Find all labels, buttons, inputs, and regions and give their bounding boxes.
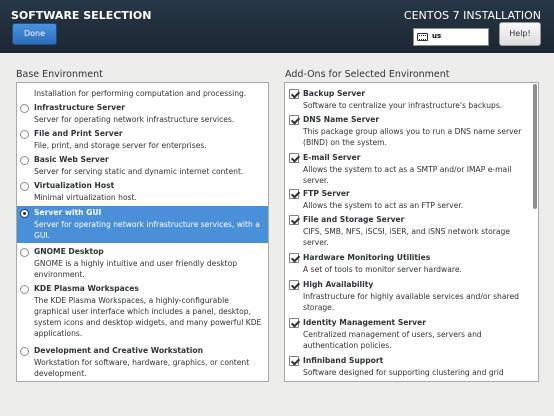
env-desc: GNOME is a highly intuitive and user friendly desktop environment.	[34, 259, 238, 279]
installer-title: CENTOS 7 INSTALLATION	[403, 9, 541, 22]
env-item-file-and-print-server[interactable]	[17, 127, 268, 153]
radio-button[interactable]	[20, 285, 29, 294]
env-name: KDE Plasma Workspaces	[34, 284, 139, 293]
env-name: Development and Creative Workstation	[34, 346, 203, 355]
env-name: GNOME Desktop	[34, 247, 104, 256]
done-button[interactable]: Done	[12, 23, 57, 45]
env-item-gnome-desktop[interactable]	[17, 245, 268, 282]
addon-desc: A set of tools to monitor server hardware.	[303, 265, 462, 274]
addon-infiniband-support[interactable]	[285, 354, 538, 382]
addon-hardware-monitoring-utilities[interactable]	[285, 251, 538, 278]
addon-name: Backup Server	[303, 89, 366, 98]
checkbox[interactable]	[289, 89, 299, 99]
addons-scrollbar[interactable]	[533, 84, 537, 209]
radio-button[interactable]	[20, 248, 29, 257]
addon-desc: CIFS, SMB, NFS, iSCSI, iSER, and iSNS network storage server.	[303, 227, 510, 247]
env-name: Virtualization Host	[34, 181, 115, 190]
keyboard-layout-indicator[interactable]	[413, 28, 489, 46]
addon-name: Infiniband Support	[303, 356, 384, 365]
addon-name: Identity Management Server	[303, 318, 427, 327]
addons-heading: Add-Ons for Selected Environment	[285, 69, 450, 80]
env-desc: File, print, and storage server for enterprises.	[34, 141, 207, 150]
env-item-basic-web-server[interactable]	[17, 153, 268, 179]
env-desc: Minimal virtualization host.	[34, 193, 137, 202]
addon-high-availability[interactable]	[285, 278, 538, 316]
addon-ftp-server[interactable]	[285, 187, 538, 213]
partial-item-desc: Installation for performing computation and processing.	[34, 89, 247, 98]
addons-list[interactable]	[284, 82, 539, 382]
base-environment-heading: Base Environment	[16, 69, 103, 80]
checkbox[interactable]	[289, 318, 299, 328]
keyboard-icon	[417, 33, 428, 41]
checkbox[interactable]	[289, 115, 299, 125]
env-name: Infrastructure Server	[34, 103, 125, 112]
addon-name: DNS Name Server	[303, 115, 380, 124]
base-environment-list[interactable]	[16, 82, 269, 382]
header-bar	[0, 0, 554, 53]
addon-desc: Software designed for supporting clustering and grid	[303, 368, 504, 377]
addon-desc: This package group allows you to run a DNS name server (BIND) on the system.	[303, 127, 522, 147]
checkbox[interactable]	[289, 153, 299, 163]
addon-email-server[interactable]	[285, 151, 538, 187]
radio-button[interactable]	[20, 130, 29, 139]
env-desc: Server for serving static and dynamic internet content.	[34, 167, 244, 176]
radio-button[interactable]	[20, 182, 29, 191]
radio-button[interactable]	[20, 347, 29, 356]
env-desc: Server for operating network infrastructure services.	[34, 115, 235, 124]
env-desc: Workstation for software, hardware, graphics, or content development.	[34, 358, 250, 378]
env-desc: Server for operating network infrastructure services, with a GUI.	[34, 220, 260, 240]
addon-desc: Software to centralize your infrastructure's backups.	[303, 101, 503, 110]
env-item-kde-plasma-workspaces[interactable]	[17, 282, 268, 344]
addon-desc: Allows the system to act as an FTP server.	[303, 201, 464, 210]
addon-desc: Allows the system to act as a SMTP and/or IMAP e-mail server.	[303, 165, 512, 185]
addon-dns-name-server[interactable]	[285, 113, 538, 151]
env-name: Basic Web Server	[34, 155, 109, 164]
radio-button[interactable]	[20, 209, 29, 218]
checkbox[interactable]	[289, 189, 299, 199]
env-item-development-creative-workstation[interactable]	[17, 344, 268, 382]
env-desc: The KDE Plasma Workspaces, a highly-configurable graphical user interface which includes a panel, desktop, system icons and desktop widgets, and many powerful KDE applications.	[34, 296, 262, 338]
keyboard-layout-label: us	[432, 32, 442, 40]
radio-button[interactable]	[20, 156, 29, 165]
page-title: SOFTWARE SELECTION	[11, 9, 152, 22]
checkbox[interactable]	[289, 356, 299, 366]
checkbox[interactable]	[289, 280, 299, 290]
checkbox[interactable]	[289, 215, 299, 225]
env-name: Server with GUI	[34, 208, 102, 217]
addon-desc: Infrastructure for highly available services and/or shared storage.	[303, 292, 519, 312]
addon-backup-server[interactable]	[285, 87, 538, 113]
help-button[interactable]: Help!	[499, 22, 541, 46]
env-item-server-with-gui[interactable]	[17, 206, 268, 243]
addon-name: Hardware Monitoring Utilities	[303, 253, 431, 262]
checkbox[interactable]	[289, 253, 299, 263]
env-item-virtualization-host[interactable]	[17, 179, 268, 206]
addon-name: File and Storage Server	[303, 215, 405, 224]
addon-name: High Availability	[303, 280, 374, 289]
addon-desc: Centralized management of users, servers and authentication policies.	[303, 330, 482, 350]
addon-name: FTP Server	[303, 189, 350, 198]
addon-name: E-mail Server	[303, 153, 361, 162]
radio-button[interactable]	[20, 104, 29, 113]
addon-file-and-storage-server[interactable]	[285, 213, 538, 251]
env-item-infrastructure-server[interactable]	[17, 101, 268, 127]
env-name: File and Print Server	[34, 129, 123, 138]
addon-identity-management-server[interactable]	[285, 316, 538, 354]
